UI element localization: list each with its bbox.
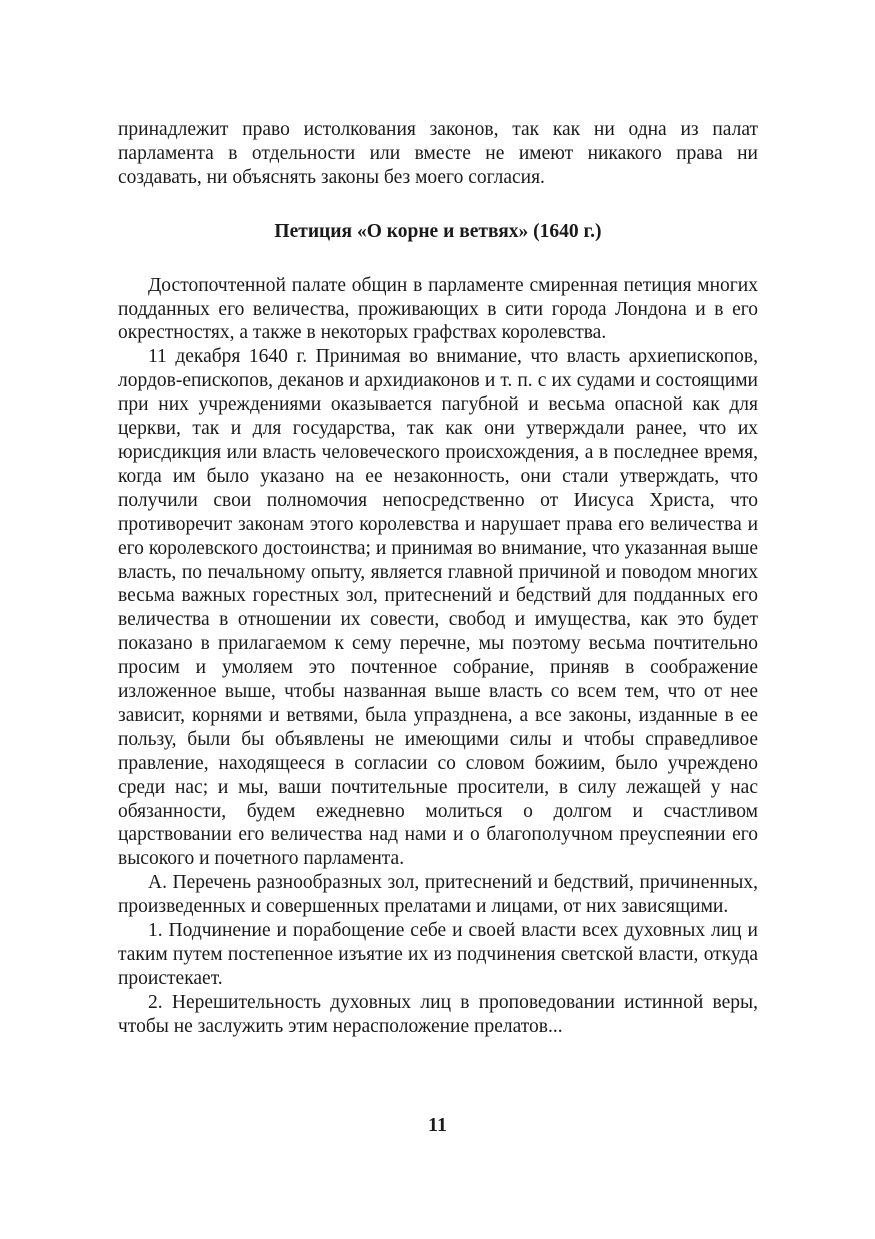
paragraph-petition-body: 11 декабря 1640 г. Принимая во внимание, что власть архиепископов, лордов-епископов, деканов и архидиаконов и т. п. с их судами и состоящими при них учреждениями оказывается пагубной и весьма опасной как для церкви, так и для государства, так как они утверждали ранее, что их юрисдикция или власть человеческого происхождения, а в последнее время, когда им было указано на ее незаконность, они стали утверждать, что получили свои полномочия непосредственно от Иисуса Христа, что противоречит законам этого королевства и нарушает права его величества и его королевского достоинства; и принимая во внимание, что указанная выше власть, по печальному опыту, является главной причиной и поводом многих весьма важных горестных зол, притеснений и бедствий для подданных его величества в отношении их совести, свобод и имущества, как это будет показано в прилагаемом к сему перечне, мы поэтому весьма почтительно просим и умоляем это почтенное собрание, приняв в соображение изложенное выше, чтобы названная выше власть со всем тем, что от нее зависит, корнями и ветвями, была упразднена, а все законы, изданные в ее пользу, были бы объявлены не имеющими силы и чтобы справедливое правление, находящееся в согласии со словом божиим, было учреждено среди нас; и мы, ваши почтительные просители, в силу лежащей у нас обязанности, будем ежедневно молиться о долгом и счастливом царствовании его величества над нами и о благополучном преуспеянии его высокого и почетного парламента.: [118, 346, 758, 870]
continuation-paragraph: принадлежит право истолкования законов, так как ни одна из палат парламента в отдельности или вместе не имеют никакого права ни создавать, ни объяснять законы без моего согласия.: [118, 119, 758, 188]
paragraph-item-2: 2. Нерешительность духовных лиц в проповедовании истинной веры, чтобы не заслужить этим нерасположение прелатов...: [118, 991, 758, 1037]
page-body: [118, 118, 758, 1039]
paragraph-petition-address: Достопочтенной палате общин в парламенте смиренная петиция многих подданных его величества, проживающих в сити города Лондона и в его окрестностях, а также в некоторых графствах королевства.: [118, 274, 758, 344]
section-heading: Петиция «О корне и ветвях» (1640 г.): [274, 220, 602, 242]
page-number: 11: [428, 1114, 447, 1136]
paragraph-item-1: 1. Подчинение и порабощение себе и своей власти всех духовных лиц и таким путем постепенное изъятие их из подчинения светской власти, откуда проистекает.: [118, 920, 758, 989]
paragraph-list-intro: А. Перечень разнообразных зол, притеснений и бедствий, причиненных, произведенных и совершенных прелатами и лицами, от них зависящими.: [118, 872, 758, 918]
